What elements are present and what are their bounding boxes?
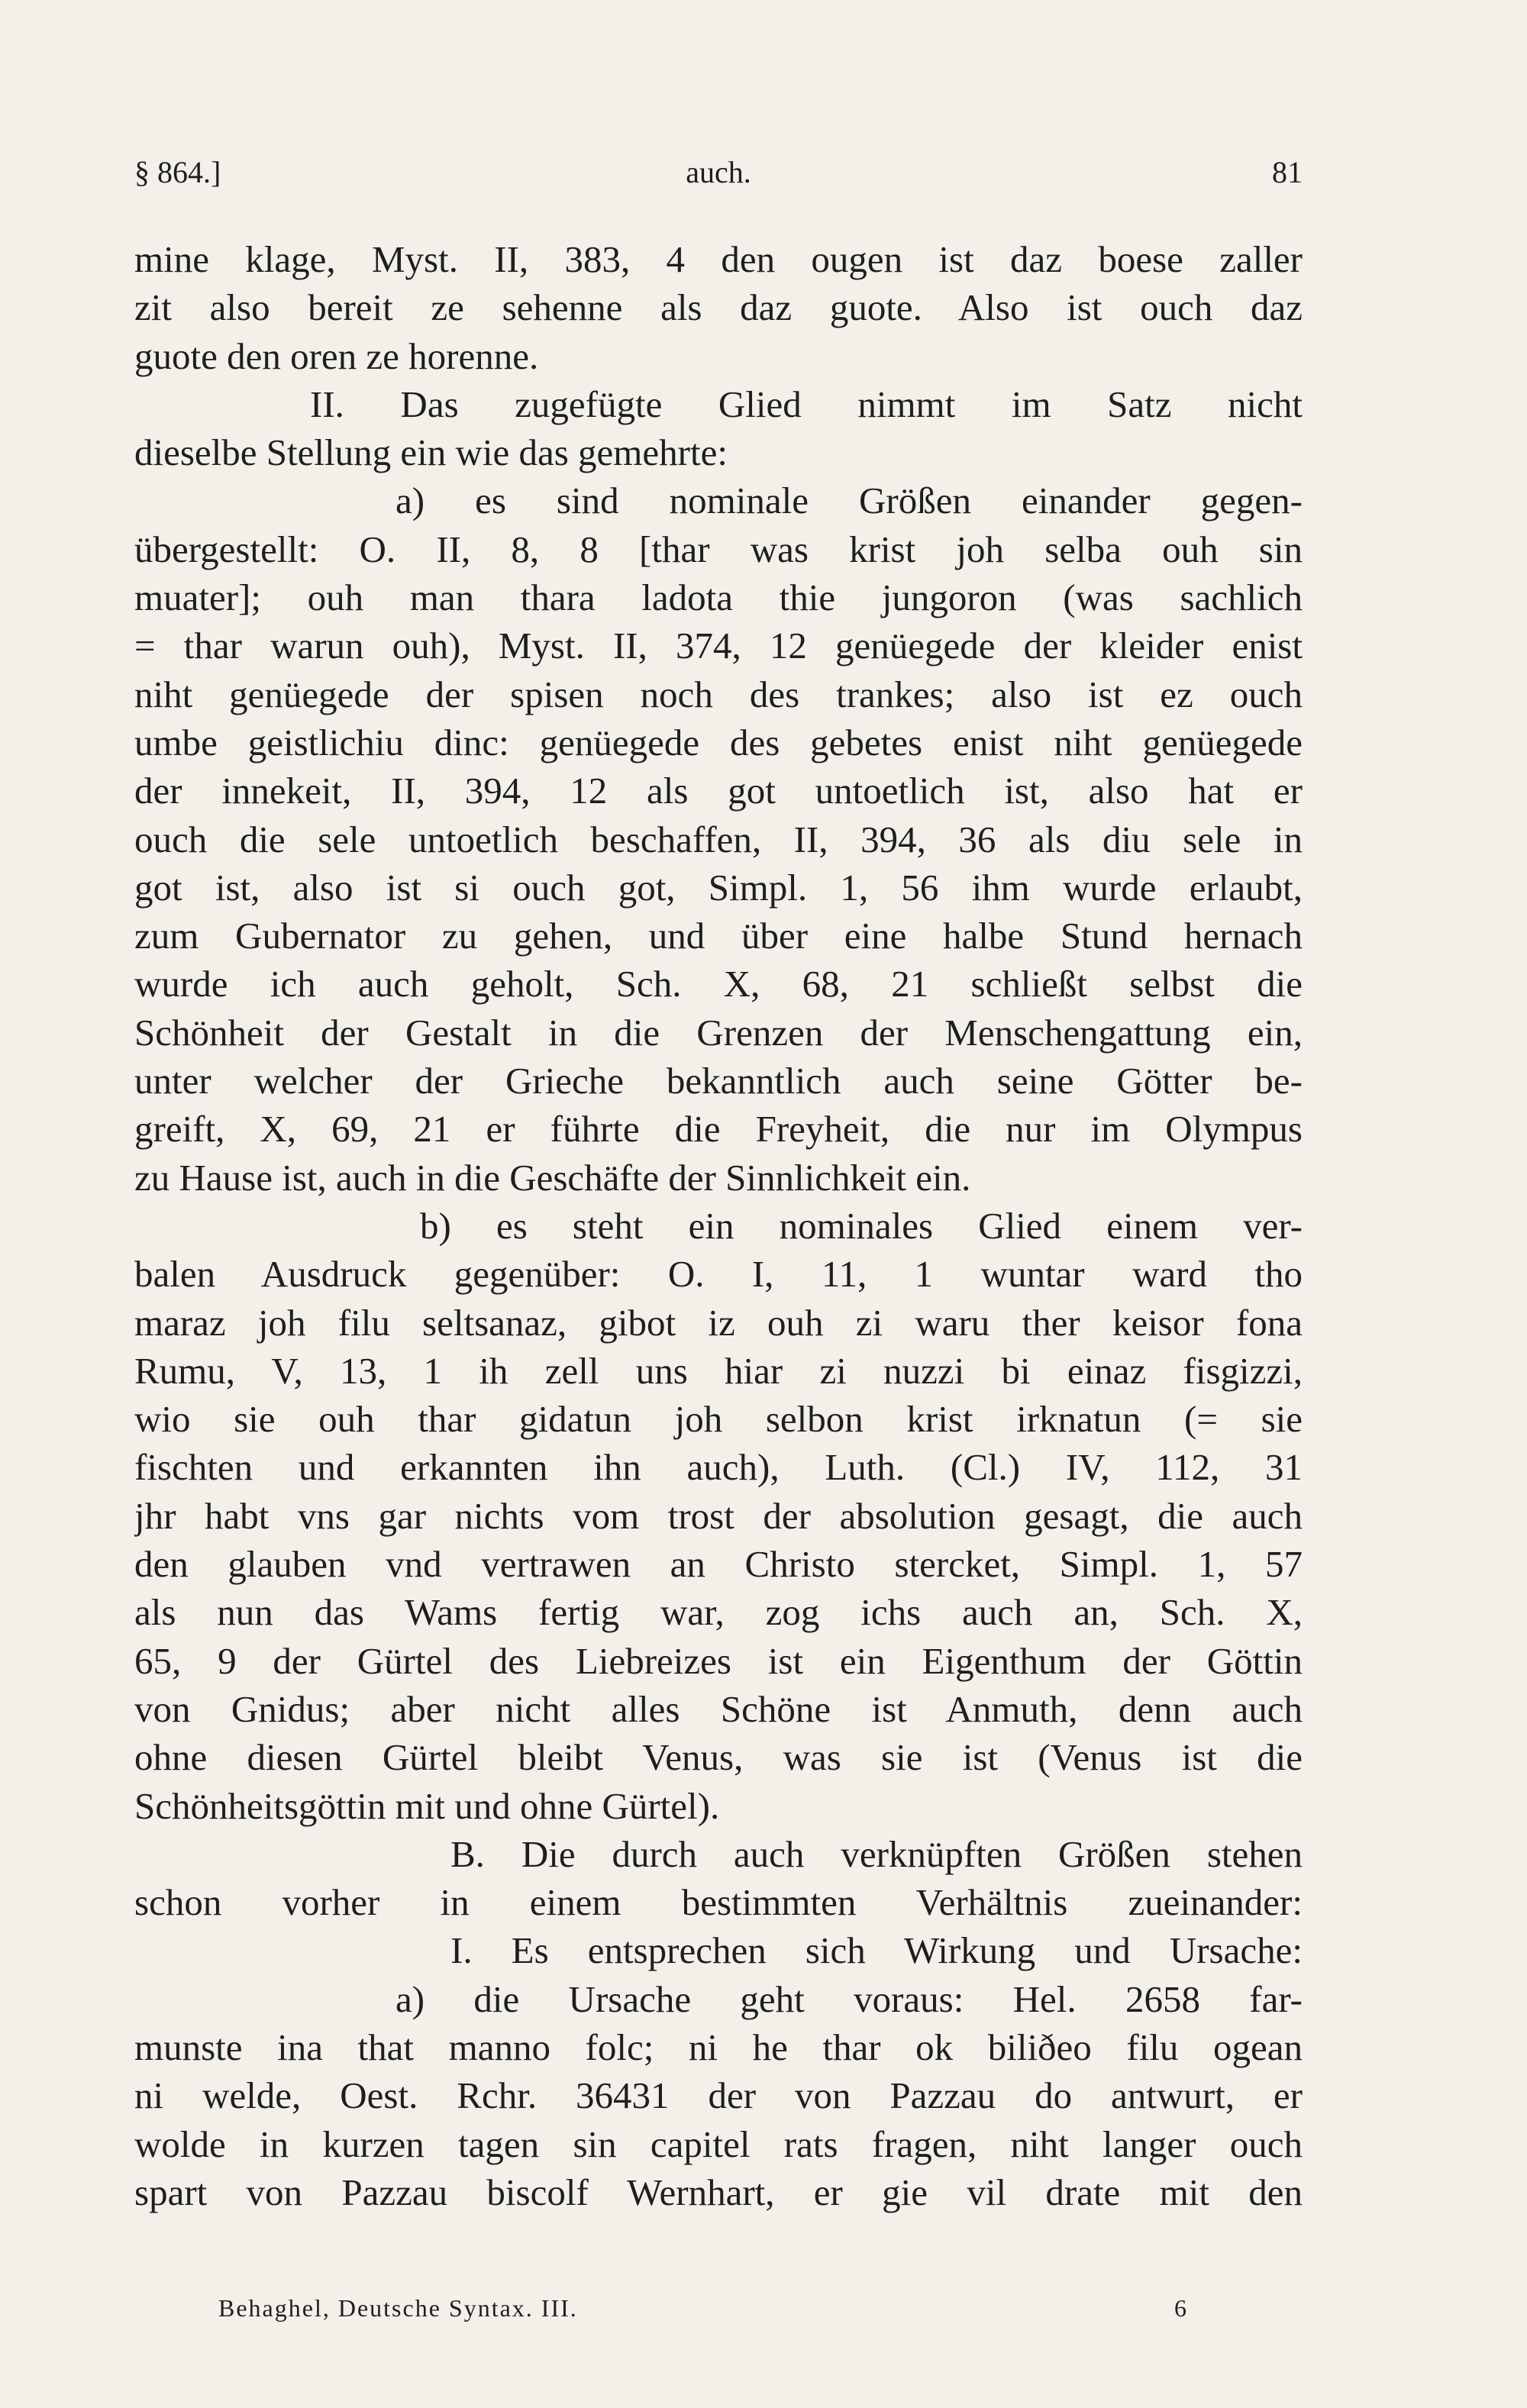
text-line: munste ina that manno folc; ni he thar ok biliðeo filu ogean [134, 2025, 1303, 2068]
text-line: muater]; ouh man thara ladota thie jungoron (was sachlich [134, 576, 1303, 619]
footer-signature-line [218, 2289, 1188, 2327]
sheet-signature: 6 [1174, 2294, 1188, 2322]
text-line: als nun das Wams fertig war, zog ichs auch an, Sch. X, [134, 1591, 1303, 1634]
text-line: Rumu, V, 13, 1 ih zell uns hiar zi nuzzi bi einaz fisgizzi, [134, 1349, 1303, 1392]
text-line: got ist, also ist si ouch got, Simpl. 1, 56 ihm wurde erlaubt, [134, 866, 1303, 909]
text-line: jhr habt vns gar nichts vom trost der absolution gesagt, die auch [134, 1494, 1303, 1537]
text-line: wolde in kurzen tagen sin capitel rats fragen, niht langer ouch [134, 2122, 1303, 2165]
text-line: mine klage, Myst. II, 383, 4 den ougen ist daz boese zaller [134, 238, 1303, 280]
text-line: = thar warun ouh), Myst. II, 374, 12 genüegede der kleider enist [134, 625, 1303, 667]
text-line: zit also bereit ze sehenne als daz guote. Also ist ouch daz [134, 286, 1303, 329]
text-line: niht genüegede der spisen noch des trankes; also ist ez ouch [134, 673, 1303, 715]
text-line: B. Die durch auch verknüpften Größen stehen [450, 1832, 1303, 1875]
text-line: spart von Pazzau biscolf Wernhart, er gie vil drate mit den [134, 2171, 1303, 2213]
text-line: guote den oren ze horenne. [134, 334, 539, 377]
text-line: den glauben vnd vertrawen an Christo stercket, Simpl. 1, 57 [134, 1543, 1303, 1586]
text-line: wurde ich auch geholt, Sch. X, 68, 21 schließt selbst die [134, 963, 1303, 1005]
running-header [134, 150, 1303, 195]
text-line: a) es sind nominale Größen einander gegen- [395, 479, 1303, 522]
text-line: zu Hause ist, auch in die Geschäfte der Sinnlichkeit ein. [134, 1156, 971, 1199]
body-text [134, 235, 1303, 2216]
text-line: ohne diesen Gürtel bleibt Venus, was sie ist (Venus ist die [134, 1736, 1303, 1779]
text-line: fischten und erkannten ihn auch), Luth. (Cl.) IV, 112, 31 [134, 1446, 1303, 1489]
text-line: unter welcher der Grieche bekanntlich auch seine Götter be- [134, 1060, 1303, 1102]
text-line: Schönheitsgöttin mit und ohne Gürtel). [134, 1784, 720, 1827]
text-line: wio sie ouh thar gidatun joh selbon krist irknatun (= sie [134, 1398, 1303, 1441]
text-line: ni welde, Oest. Rchr. 36431 der von Pazzau do antwurt, er [134, 2074, 1303, 2117]
header-keyword: auch. [686, 155, 751, 189]
text-line: der innekeit, II, 394, 12 als got untoetlich ist, also hat er [134, 770, 1303, 812]
text-line: I. Es entsprechen sich Wirkung und Ursache: [450, 1929, 1303, 1972]
text-line: zum Gubernator zu gehen, und über eine halbe Stund hernach [134, 915, 1303, 957]
text-line: 65, 9 der Gürtel des Liebreizes ist ein Eigenthum der Göttin [134, 1639, 1303, 1682]
text-line: von Gnidus; aber nicht alles Schöne ist Anmuth, denn auch [134, 1687, 1303, 1730]
page-number: 81 [1272, 155, 1303, 189]
section-reference: § 864.] [134, 155, 221, 189]
text-line: greift, X, 69, 21 er führte die Freyheit, die nur im Olympus [134, 1108, 1303, 1151]
text-line: schon vorher in einem bestimmten Verhältnis zueinander: [134, 1881, 1303, 1924]
text-line: Schönheit der Gestalt in die Grenzen der Menschengattung ein, [134, 1011, 1303, 1054]
text-line: übergestellt: O. II, 8, 8 [thar was krist joh selba ouh sin [134, 528, 1303, 570]
text-line: umbe geistlichiu dinc: genüegede des gebetes enist niht genüegede [134, 721, 1303, 763]
text-line: b) es steht ein nominales Glied einem ver- [420, 1204, 1303, 1247]
text-line: a) die Ursache geht voraus: Hel. 2658 far- [395, 1977, 1303, 2020]
text-line: dieselbe Stellung ein wie das gemehrte: [134, 431, 728, 474]
text-line: II. Das zugefügte Glied nimmt im Satz nicht [310, 383, 1303, 425]
text-line: balen Ausdruck gegenüber: O. I, 11, 1 wuntar ward tho [134, 1253, 1303, 1296]
footer-source: Behaghel, Deutsche Syntax. III. [218, 2294, 578, 2322]
text-line: ouch die sele untoetlich beschaffen, II, 394, 36 als diu sele in [134, 818, 1303, 860]
text-line: maraz joh filu seltsanaz, gibot iz ouh zi waru ther keisor fona [134, 1301, 1303, 1344]
